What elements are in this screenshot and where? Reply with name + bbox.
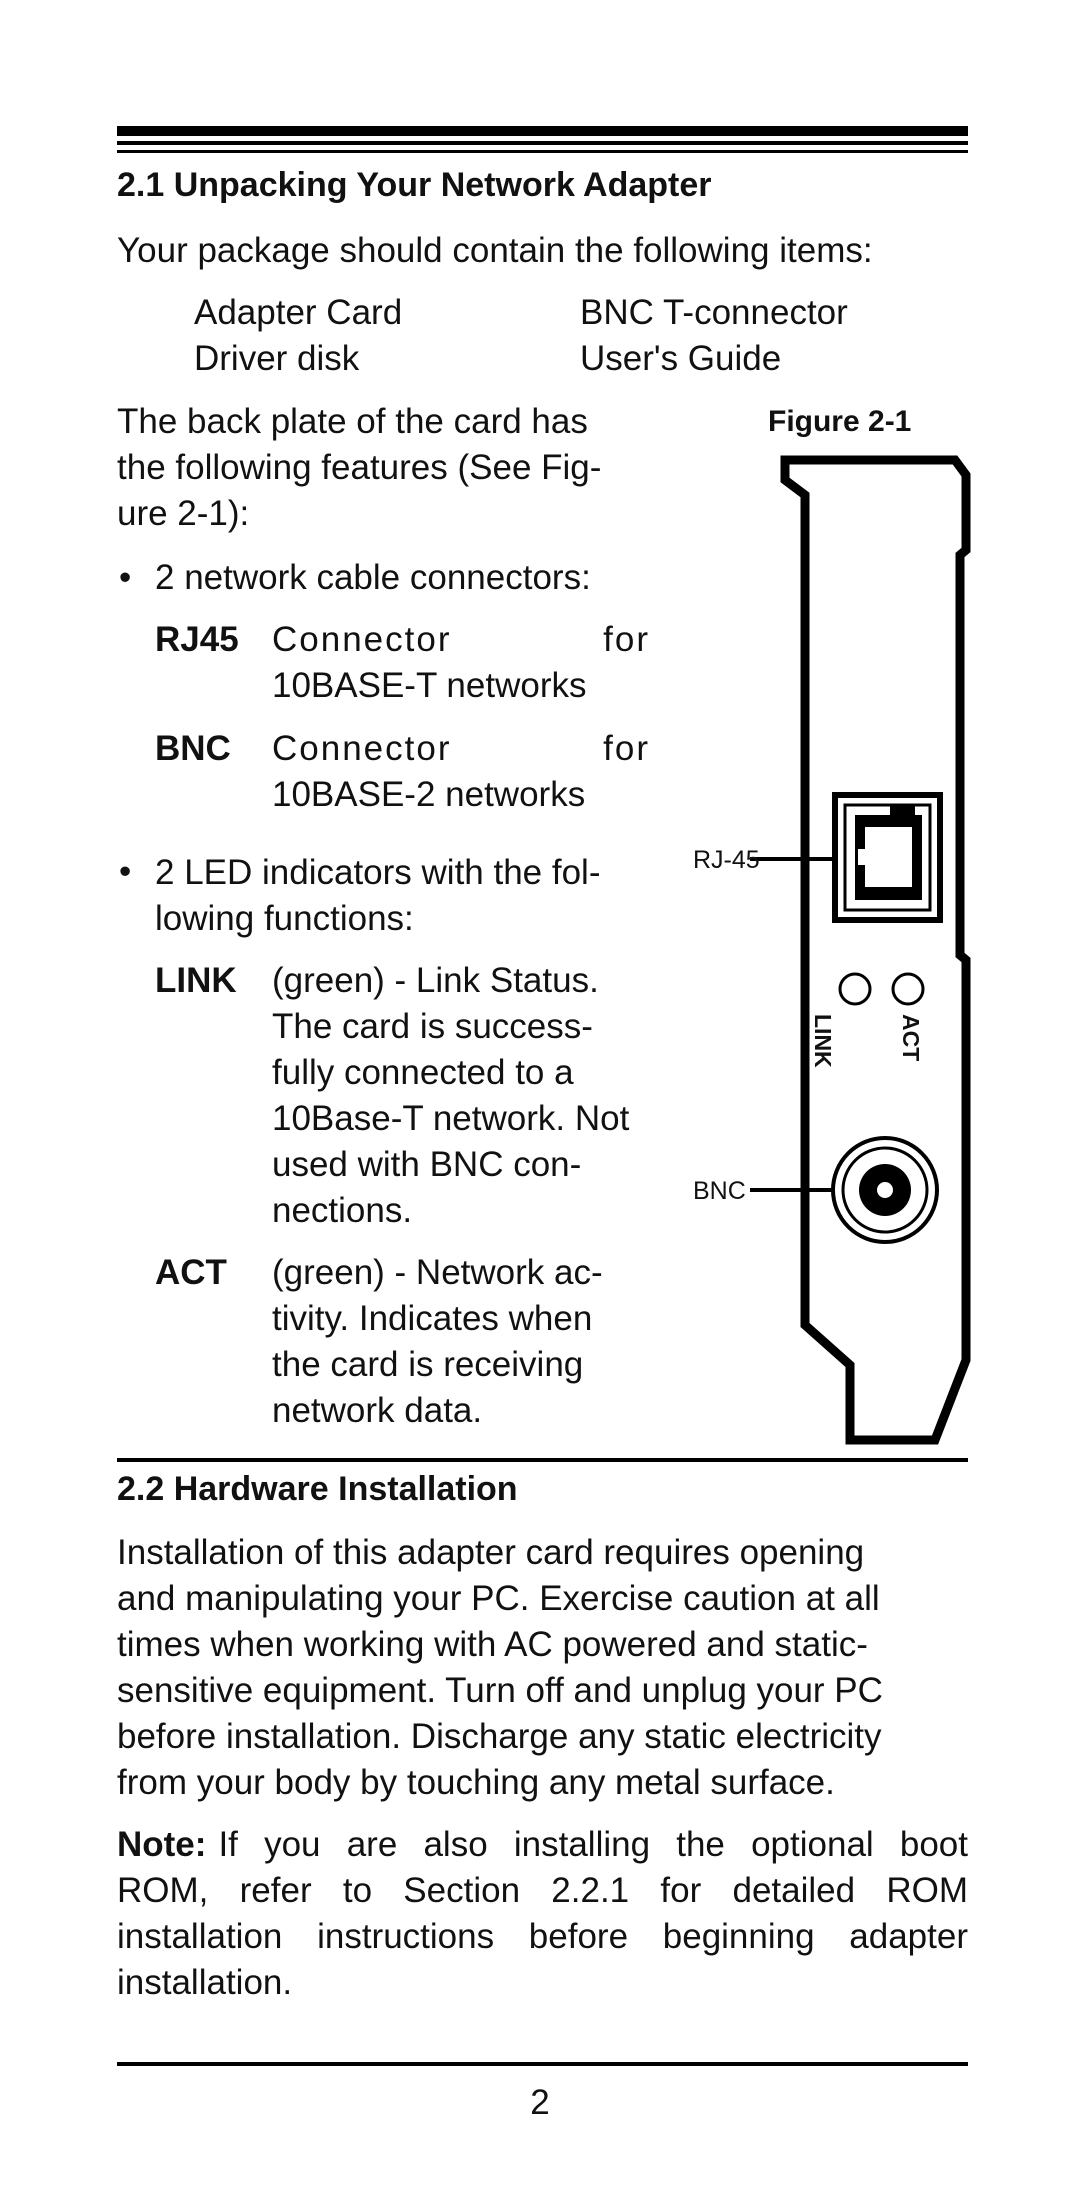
- top-rule-thin: [117, 141, 968, 145]
- term-bnc: BNC: [155, 729, 231, 768]
- paragraph-line: from your body by touching any metal surface.: [117, 1763, 835, 1802]
- note-line: installation instructions before beginning adapter: [117, 1917, 968, 1956]
- def-rj45-line: 10BASE-T networks: [272, 666, 587, 705]
- bullet-connectors: 2 network cable connectors:: [155, 558, 591, 597]
- bullet-leds-line: lowing functions:: [155, 899, 414, 938]
- paragraph-line: sensitive equipment. Turn off and unplug your PC: [117, 1671, 883, 1710]
- backplate-line: ure 2-1):: [117, 494, 250, 533]
- def-link-line: fully connected to a: [272, 1053, 574, 1092]
- def-link: [272, 958, 650, 1234]
- backplate-line: the following features (See Fig-: [117, 448, 602, 487]
- term-act: ACT: [155, 1253, 227, 1292]
- led-act-label: ACT: [898, 1014, 924, 1062]
- led-link-label: LINK: [810, 1014, 836, 1068]
- bnc-label: BNC: [693, 1177, 746, 1205]
- page-number: 2: [530, 2083, 550, 2122]
- bullet-leds-line: 2 LED indicators with the fol-: [155, 853, 601, 892]
- def-link-line: The card is success-: [272, 1007, 593, 1046]
- note-label: Note:: [117, 1825, 207, 1864]
- note-text: If you are also installing the optional boot: [218, 1825, 968, 1864]
- package-item: Adapter Card: [194, 293, 403, 332]
- led-link-icon: [840, 974, 870, 1004]
- def-act-line: (green) - Network ac-: [272, 1253, 603, 1292]
- rj45-label: RJ-45: [693, 846, 760, 874]
- backplate-line: The back plate of the card has: [117, 402, 588, 441]
- note-paragraph: [117, 1822, 968, 2006]
- paragraph-line: and manipulating your PC. Exercise caution at all: [117, 1579, 880, 1618]
- def-link-line: nections.: [272, 1191, 413, 1230]
- top-rule-thin2: [117, 150, 968, 153]
- section-divider: [117, 1458, 968, 1462]
- def-act: [272, 1250, 650, 1434]
- package-item: BNC T-connector: [580, 293, 848, 332]
- note-line: installation.: [117, 1963, 293, 2002]
- hardware-paragraph: [117, 1530, 968, 1806]
- section-heading-unpacking: 2.1 Unpacking Your Network Adapter: [117, 166, 712, 204]
- def-act-line: tivity. Indicates when: [272, 1299, 593, 1338]
- led-act-icon: [893, 974, 923, 1004]
- note-line: ROM, refer to Section 2.2.1 for detailed ROM: [117, 1871, 968, 1910]
- paragraph-line: Installation of this adapter card requires opening: [117, 1533, 865, 1572]
- paragraph-line: before installation. Discharge any static electricity: [117, 1717, 882, 1756]
- package-item: Driver disk: [194, 339, 360, 378]
- def-act-line: network data.: [272, 1391, 483, 1430]
- intro-text: Your package should contain the following items:: [117, 231, 873, 270]
- package-item: User's Guide: [580, 339, 782, 378]
- note-line: [117, 1822, 968, 1868]
- paragraph-line: times when working with AC powered and static-: [117, 1625, 868, 1664]
- def-rj45-line: Connector for: [272, 620, 650, 659]
- def-bnc-line: 10BASE-2 networks: [272, 775, 586, 814]
- def-bnc-line: Connector for: [272, 729, 650, 768]
- bracket-outline: [785, 460, 966, 1440]
- term-rj45: RJ45: [155, 620, 239, 659]
- section-heading-hardware: 2.2 Hardware Installation: [117, 1470, 518, 1508]
- figure-title: Figure 2-1: [768, 405, 912, 438]
- def-act-line: the card is receiving: [272, 1345, 584, 1384]
- top-rule-thick: [117, 126, 968, 136]
- term-link: LINK: [155, 961, 237, 1000]
- bullet-icon: •: [119, 852, 132, 891]
- def-link-line: 10Base-T network. Not: [272, 1099, 630, 1138]
- def-link-line: (green) - Link Status.: [272, 961, 599, 1000]
- bullet-icon: •: [119, 558, 132, 597]
- backplate-figure: [690, 455, 980, 1450]
- def-link-line: used with BNC con-: [272, 1145, 582, 1184]
- footer-rule: [117, 2062, 968, 2066]
